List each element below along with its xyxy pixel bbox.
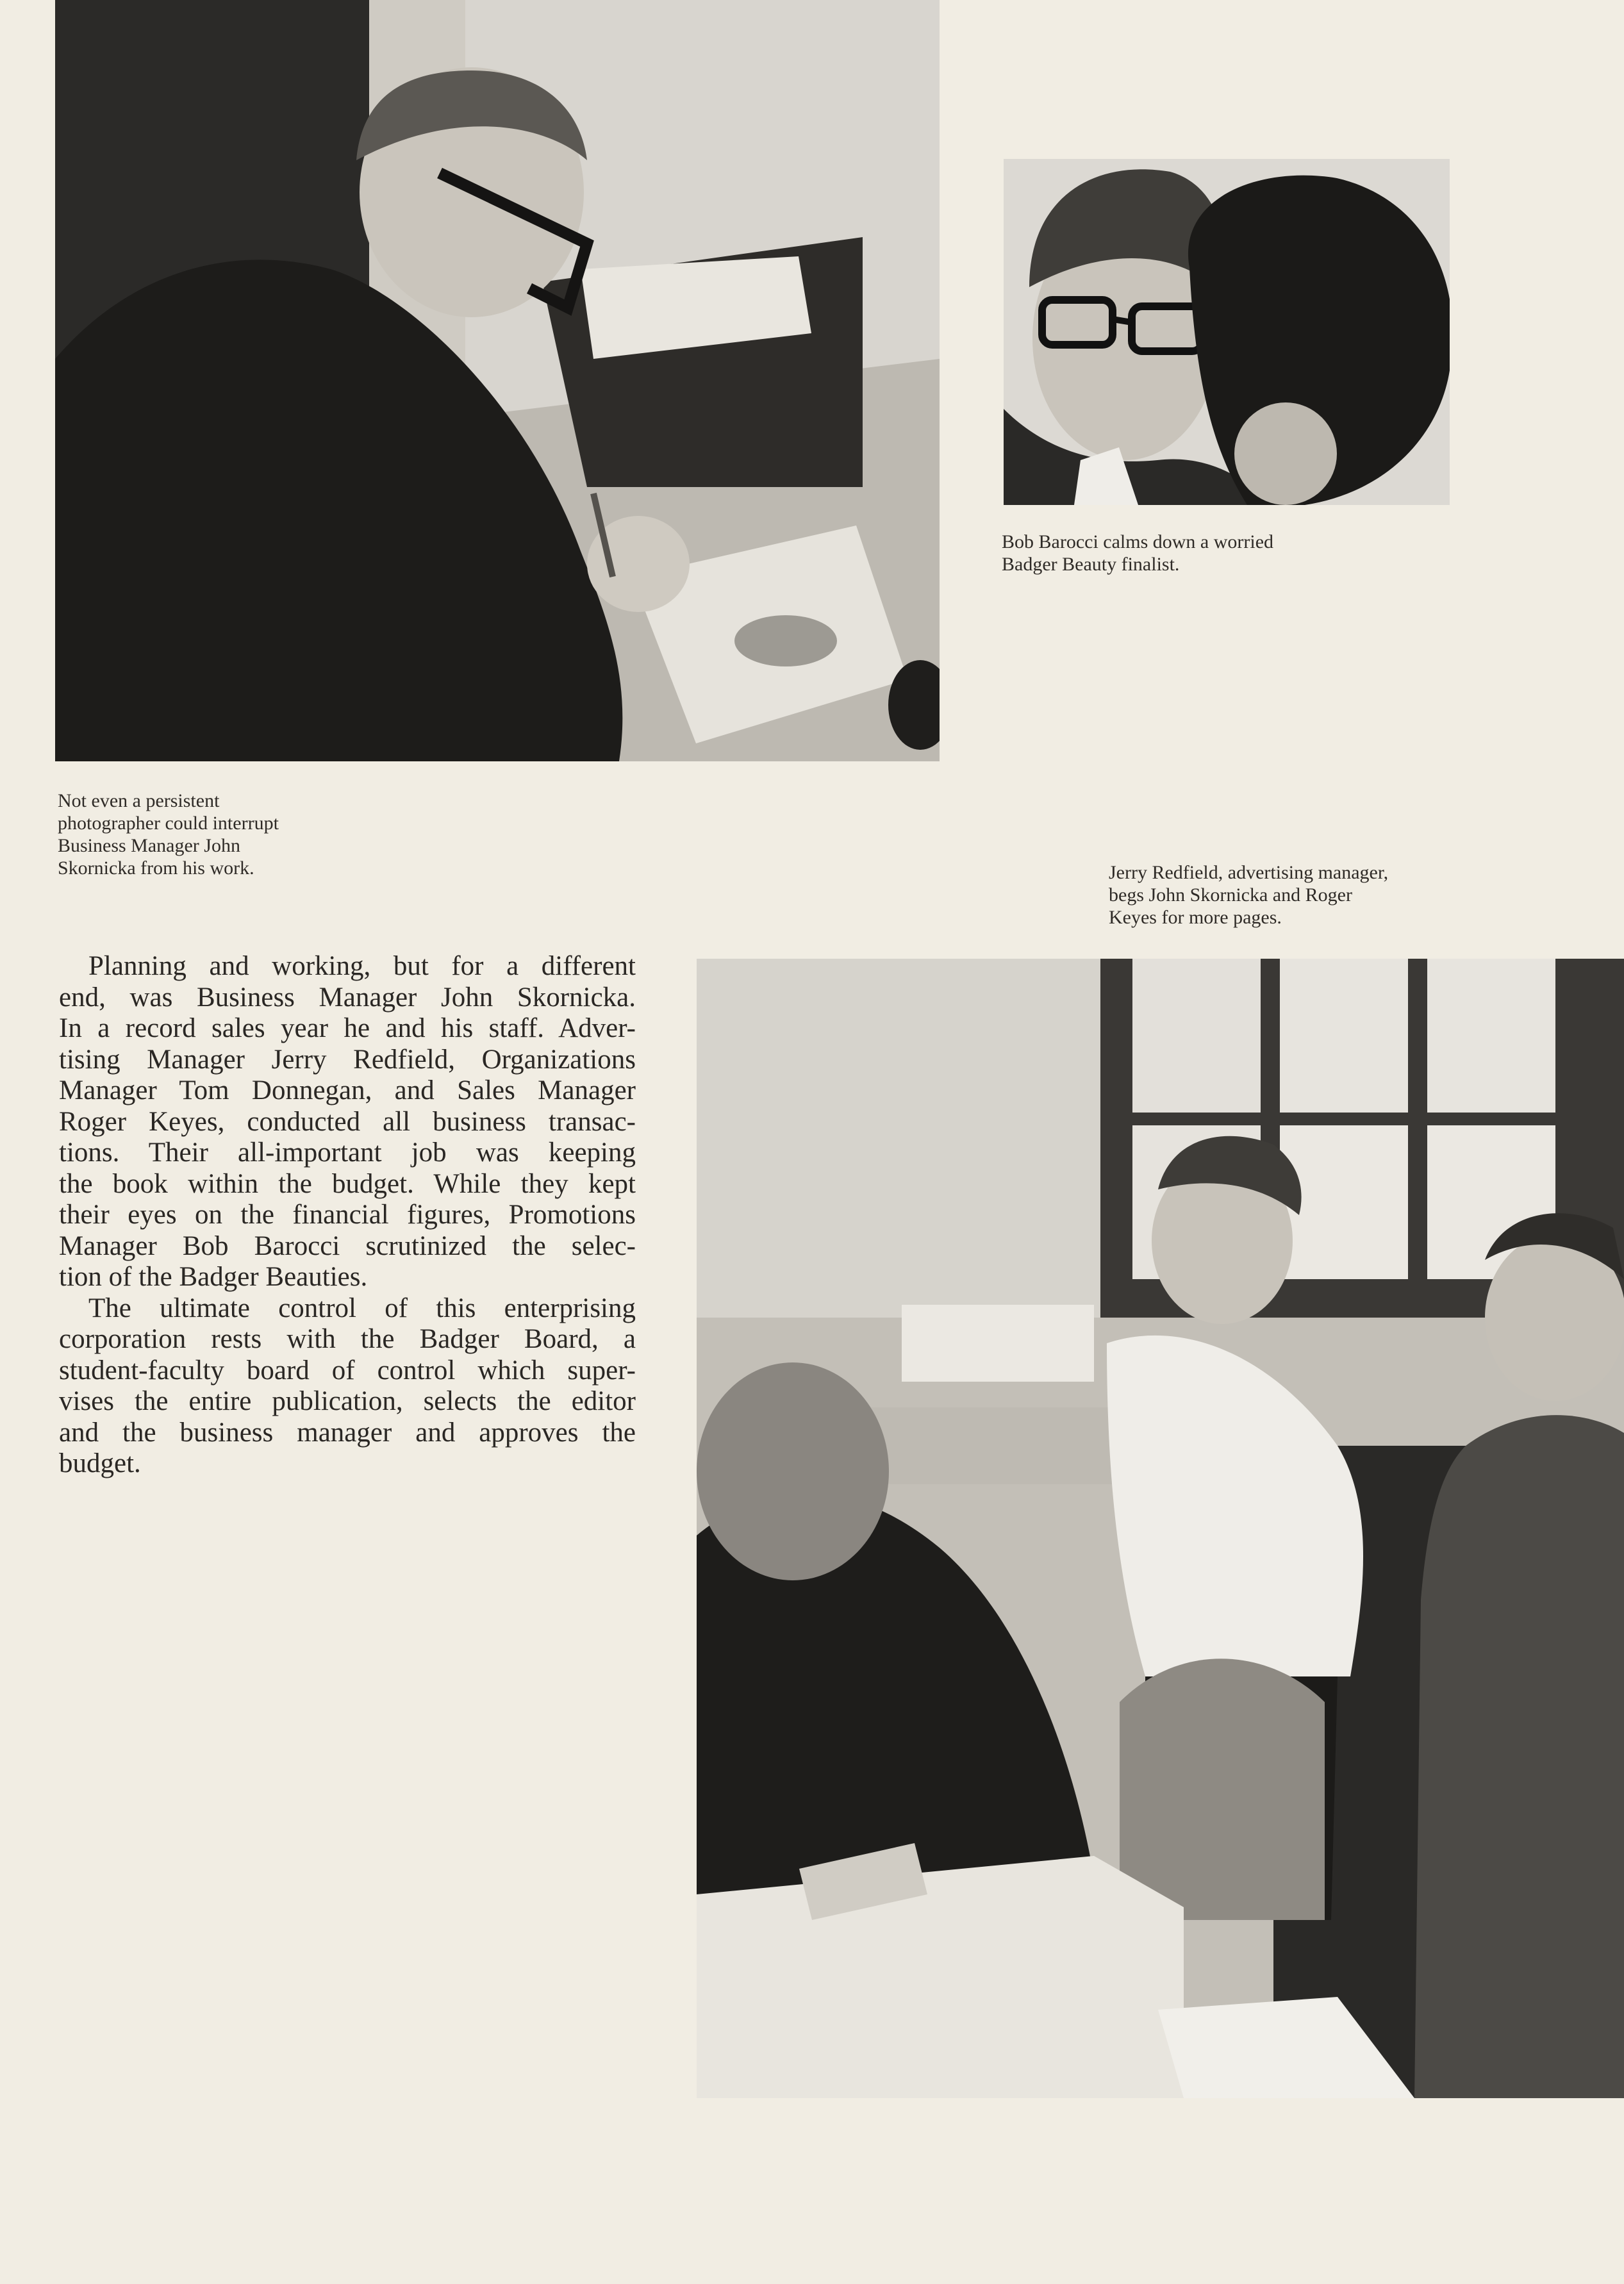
body-line: corporation rests with the Badger Board, a — [59, 1324, 636, 1354]
photo-barocci-and-finalist-icon — [1004, 159, 1450, 505]
body-line: student-faculty board of control which super- — [59, 1355, 636, 1386]
body-line: vises the entire publication, selects the editor — [59, 1386, 636, 1416]
photo-business-manager-at-desk — [55, 0, 940, 761]
caption-line: Not even a persistent — [58, 790, 220, 811]
caption-line: Skornicka from his work. — [58, 857, 254, 879]
caption-line: photographer could interrupt — [58, 813, 279, 834]
photo-business-manager-at-desk-icon — [55, 0, 940, 761]
caption-barocci — [1002, 531, 1425, 575]
body-line: Roger Keyes, conducted all business transac- — [59, 1106, 636, 1137]
body-line: budget. — [59, 1448, 141, 1478]
body-text — [59, 951, 636, 1480]
caption-line: Badger Beauty finalist. — [1002, 554, 1180, 575]
photo-advertising-manager-office-icon — [697, 959, 1624, 2098]
body-line: tions. Their all-important job was keeping — [59, 1138, 636, 1168]
body-line: Manager Bob Barocci scrutinized the selec- — [59, 1230, 636, 1261]
body-line: the book within the budget. While they kept — [59, 1168, 636, 1199]
paragraph-badger-board — [59, 1293, 636, 1480]
caption-line: Keyes for more pages. — [1109, 907, 1282, 928]
caption-redfield — [1109, 861, 1557, 929]
body-line: Manager Tom Donnegan, and Sales Manager — [59, 1075, 636, 1105]
caption-skornicka — [58, 790, 417, 879]
body-line: their eyes on the financial figures, Promotions — [59, 1200, 636, 1230]
body-line: The ultimate control of this enterprising — [88, 1293, 636, 1323]
caption-line: Jerry Redfield, advertising manager, — [1109, 862, 1389, 883]
photo-barocci-and-finalist — [1004, 159, 1450, 505]
photo-advertising-manager-office — [697, 959, 1624, 2098]
body-line: and the business manager and approves the — [59, 1417, 636, 1448]
body-line: end, was Business Manager John Skornicka. — [59, 982, 636, 1013]
caption-line: Bob Barocci calms down a worried — [1002, 531, 1274, 552]
paragraph-business-staff — [59, 951, 636, 1293]
caption-line: Business Manager John — [58, 835, 240, 856]
caption-line: begs John Skornicka and Roger — [1109, 884, 1352, 906]
body-line: In a record sales year he and his staff. Adver- — [59, 1013, 636, 1043]
body-line: tion of the Badger Beauties. — [59, 1262, 368, 1292]
body-line: tising Manager Jerry Redfield, Organizations — [59, 1044, 636, 1075]
body-line: Planning and working, but for a different — [88, 951, 636, 981]
